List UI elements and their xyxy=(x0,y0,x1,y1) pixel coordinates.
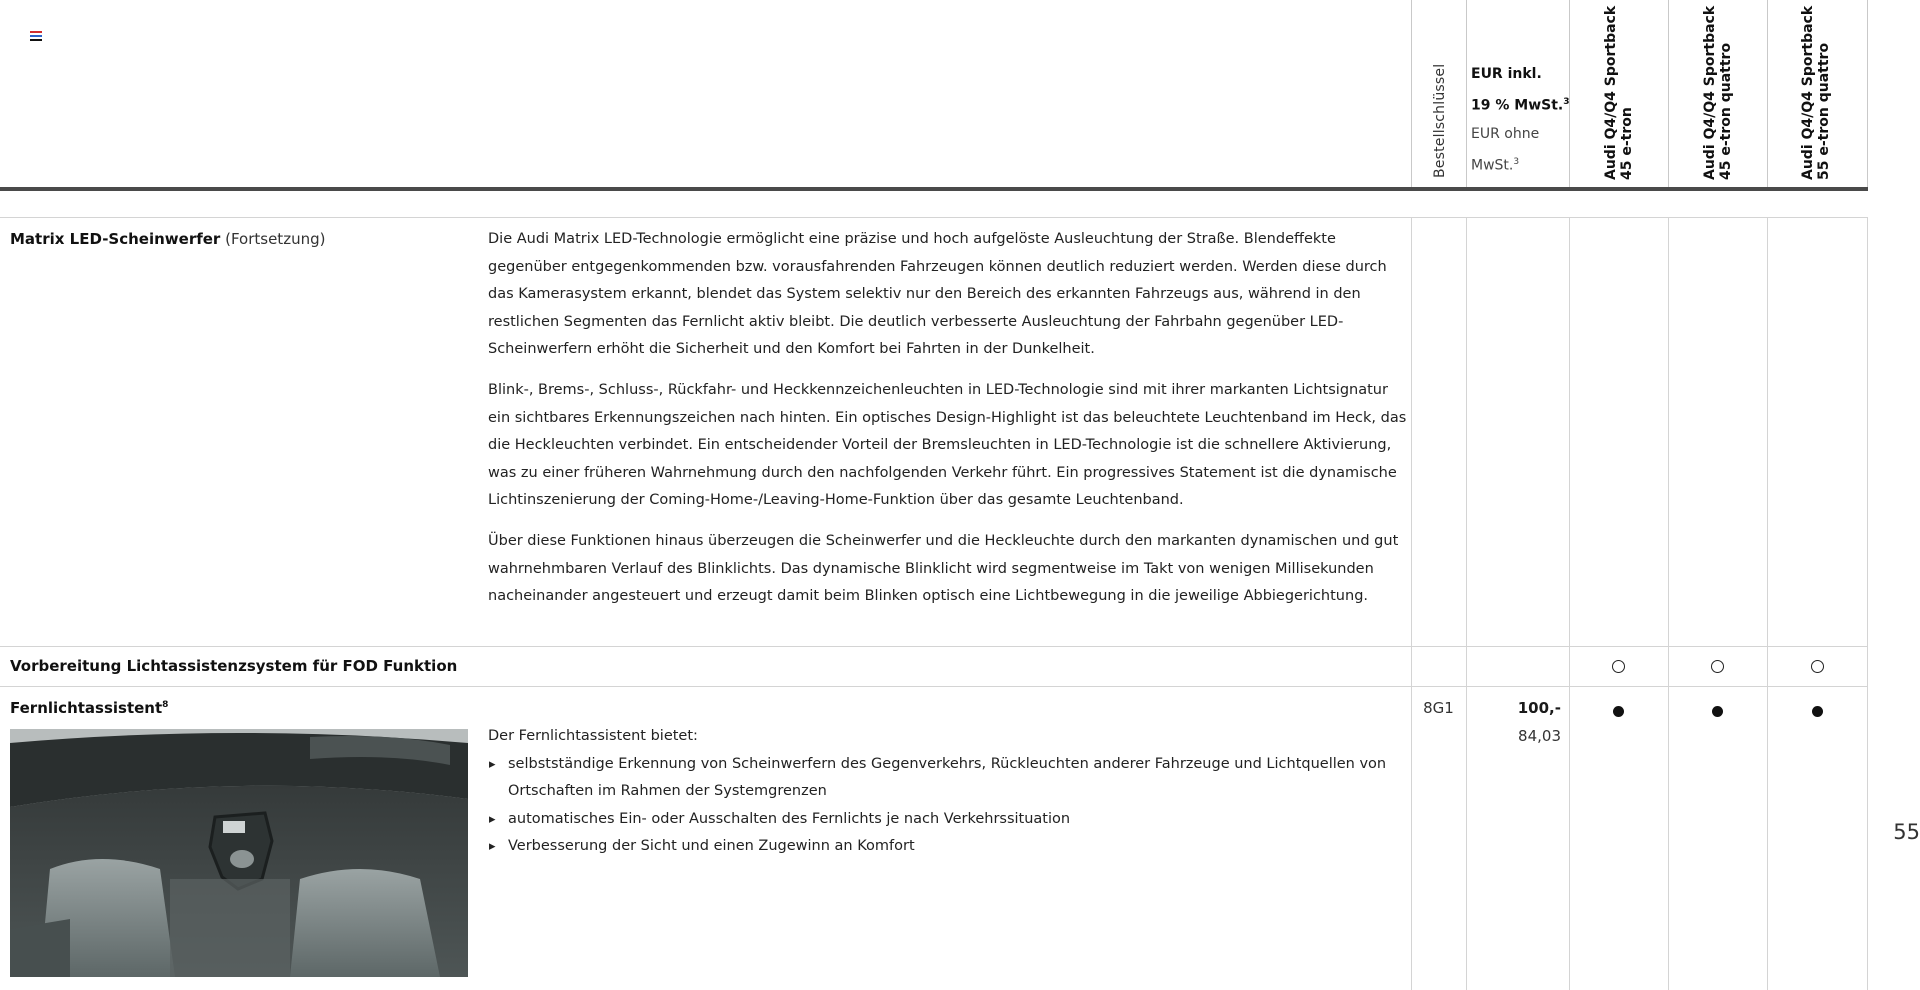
price-incl-vat: 100,- xyxy=(1517,699,1561,717)
header-rule xyxy=(0,187,1868,191)
feature-list xyxy=(488,751,1408,861)
header-model-2: Audi Q4/Q4 Sportback 45 e-tron quattro xyxy=(1702,5,1734,180)
list-item: ▸ Verbesserung der Sicht und einen Zugewinn an Komfort xyxy=(488,833,1408,861)
header-separator xyxy=(1867,0,1868,190)
header-price-incl-line2: 19 % MwSt.$^3$ xyxy=(1471,97,1570,114)
row-description-matrix-led xyxy=(488,226,1408,624)
description-paragraph: Die Audi Matrix LED-Technologie ermöglicht eine präzise und hoch aufgelöste Ausleuchtung der Straße. Blendeffekte gegenüber entgegenkommenden bzw. vorausfahrenden Fahrzeugen können deutlich reduziert werden. Werden diese durch das Kamerasystem erkannt, blendet das System selektiv nur den Bereich des erkannten Fahrzeugs aus, während in den restlichen Segmenten das Fernlicht aktiv bleibt. Die deutlich verbesserte Ausleuchtung der Fahrbahn gegenüber LED-Scheinwerfern erhöht die Sicherheit und den Komfort bei Fahrten in der Dunkelheit. xyxy=(488,231,1387,358)
header-separator xyxy=(1466,0,1467,190)
header-model-1: Audi Q4/Q4 Sportback 45 e-tron xyxy=(1603,5,1635,180)
header-price-excl-line2: MwSt.$^3$ xyxy=(1471,156,1520,174)
price-excl-vat: 84,03 xyxy=(1518,727,1561,745)
availability-open-icon xyxy=(1569,659,1668,677)
availability-standard-icon xyxy=(1569,703,1668,721)
header-bestellschluessel: Bestellschlüssel xyxy=(1432,63,1448,178)
header-price xyxy=(1471,60,1569,179)
page-number: 55 xyxy=(1893,820,1920,844)
availability-open-icon xyxy=(1668,659,1767,677)
column-divider xyxy=(1466,217,1467,990)
header-separator xyxy=(1767,0,1768,190)
row-title-fernlichtassistent: Fernlichtassistent$^8$ xyxy=(10,699,169,717)
menu-icon[interactable] xyxy=(30,31,42,41)
header-separator xyxy=(1411,0,1412,190)
row-divider xyxy=(0,217,1868,218)
row-title-lichtassistenz: Vorbereitung Lichtassistenzsystem für FOD Funktion xyxy=(10,657,458,675)
row-description-fernlichtassistent xyxy=(488,723,1408,861)
row-title-matrix-led: Matrix LED-Scheinwerfer (Fortsetzung) xyxy=(10,230,326,248)
column-divider xyxy=(1867,217,1868,990)
row-divider xyxy=(0,686,1868,687)
list-item: ▸ automatisches Ein- oder Ausschalten des Fernlichts je nach Verkehrssituation xyxy=(488,806,1408,834)
header-price-excl-line1: EUR ohne xyxy=(1471,125,1540,142)
column-divider xyxy=(1411,217,1412,990)
description-paragraph: Blink-, Brems-, Schluss-, Rückfahr- und Heckkennzeichenleuchten in LED-Technologie sind mit ihrer markanten Lichtsignatur ein sichtbares Erkennungszeichen nach hinten. Ein optisches Design-Highlight ist das beleuchtete Leuchtenband im Heck, das die Heckleuchten verbindet. Ein entscheidender Vorteil der Bremsleuchten in LED-Technologie ist die schnellere Aktivierung, was zu einer früheren Wahrnehmung durch den nachfolgenden Verkehr führt. Ein progressives Statement ist die dynamische Lichtinszenierung der Coming-Home-/Leaving-Home-Funktion über das gesamte Leuchtenband. xyxy=(488,381,1407,509)
availability-standard-icon xyxy=(1668,703,1767,721)
header-separator xyxy=(1668,0,1669,190)
column-divider xyxy=(1668,217,1669,990)
windshield-camera-image xyxy=(10,729,468,977)
list-item: ▸ selbstständige Erkennung von Scheinwerfern des Gegenverkehrs, Rückleuchten anderer Fahrzeuge und Lichtquellen von Ortschaften im Rahmen der Systemgrenzen xyxy=(488,751,1408,806)
column-divider xyxy=(1767,217,1768,990)
order-code: 8G1 xyxy=(1423,699,1454,717)
availability-open-icon xyxy=(1767,659,1867,677)
availability-standard-icon xyxy=(1767,703,1867,721)
header-model-3: Audi Q4/Q4 Sportback 55 e-tron quattro xyxy=(1800,5,1832,180)
description-paragraph: Über diese Funktionen hinaus überzeugen die Scheinwerfer und die Heckleuchte durch den markanten dynamischen und gut wahrnehmbaren Verlauf des Blinklichts. Das dynamische Blinklicht wird segmentweise im Takt von wenigen Millisekunden nacheinander angesteuert und erzeugt damit beim Blinken optisch eine Lichtbewegung in die jeweilige Abbiegerichtung. xyxy=(488,532,1399,605)
row-divider xyxy=(0,646,1868,647)
header-price-incl-line1: EUR inkl. xyxy=(1471,66,1542,82)
column-divider xyxy=(1569,217,1570,990)
description-intro: Der Fernlichtassistent bietet: xyxy=(488,728,698,744)
